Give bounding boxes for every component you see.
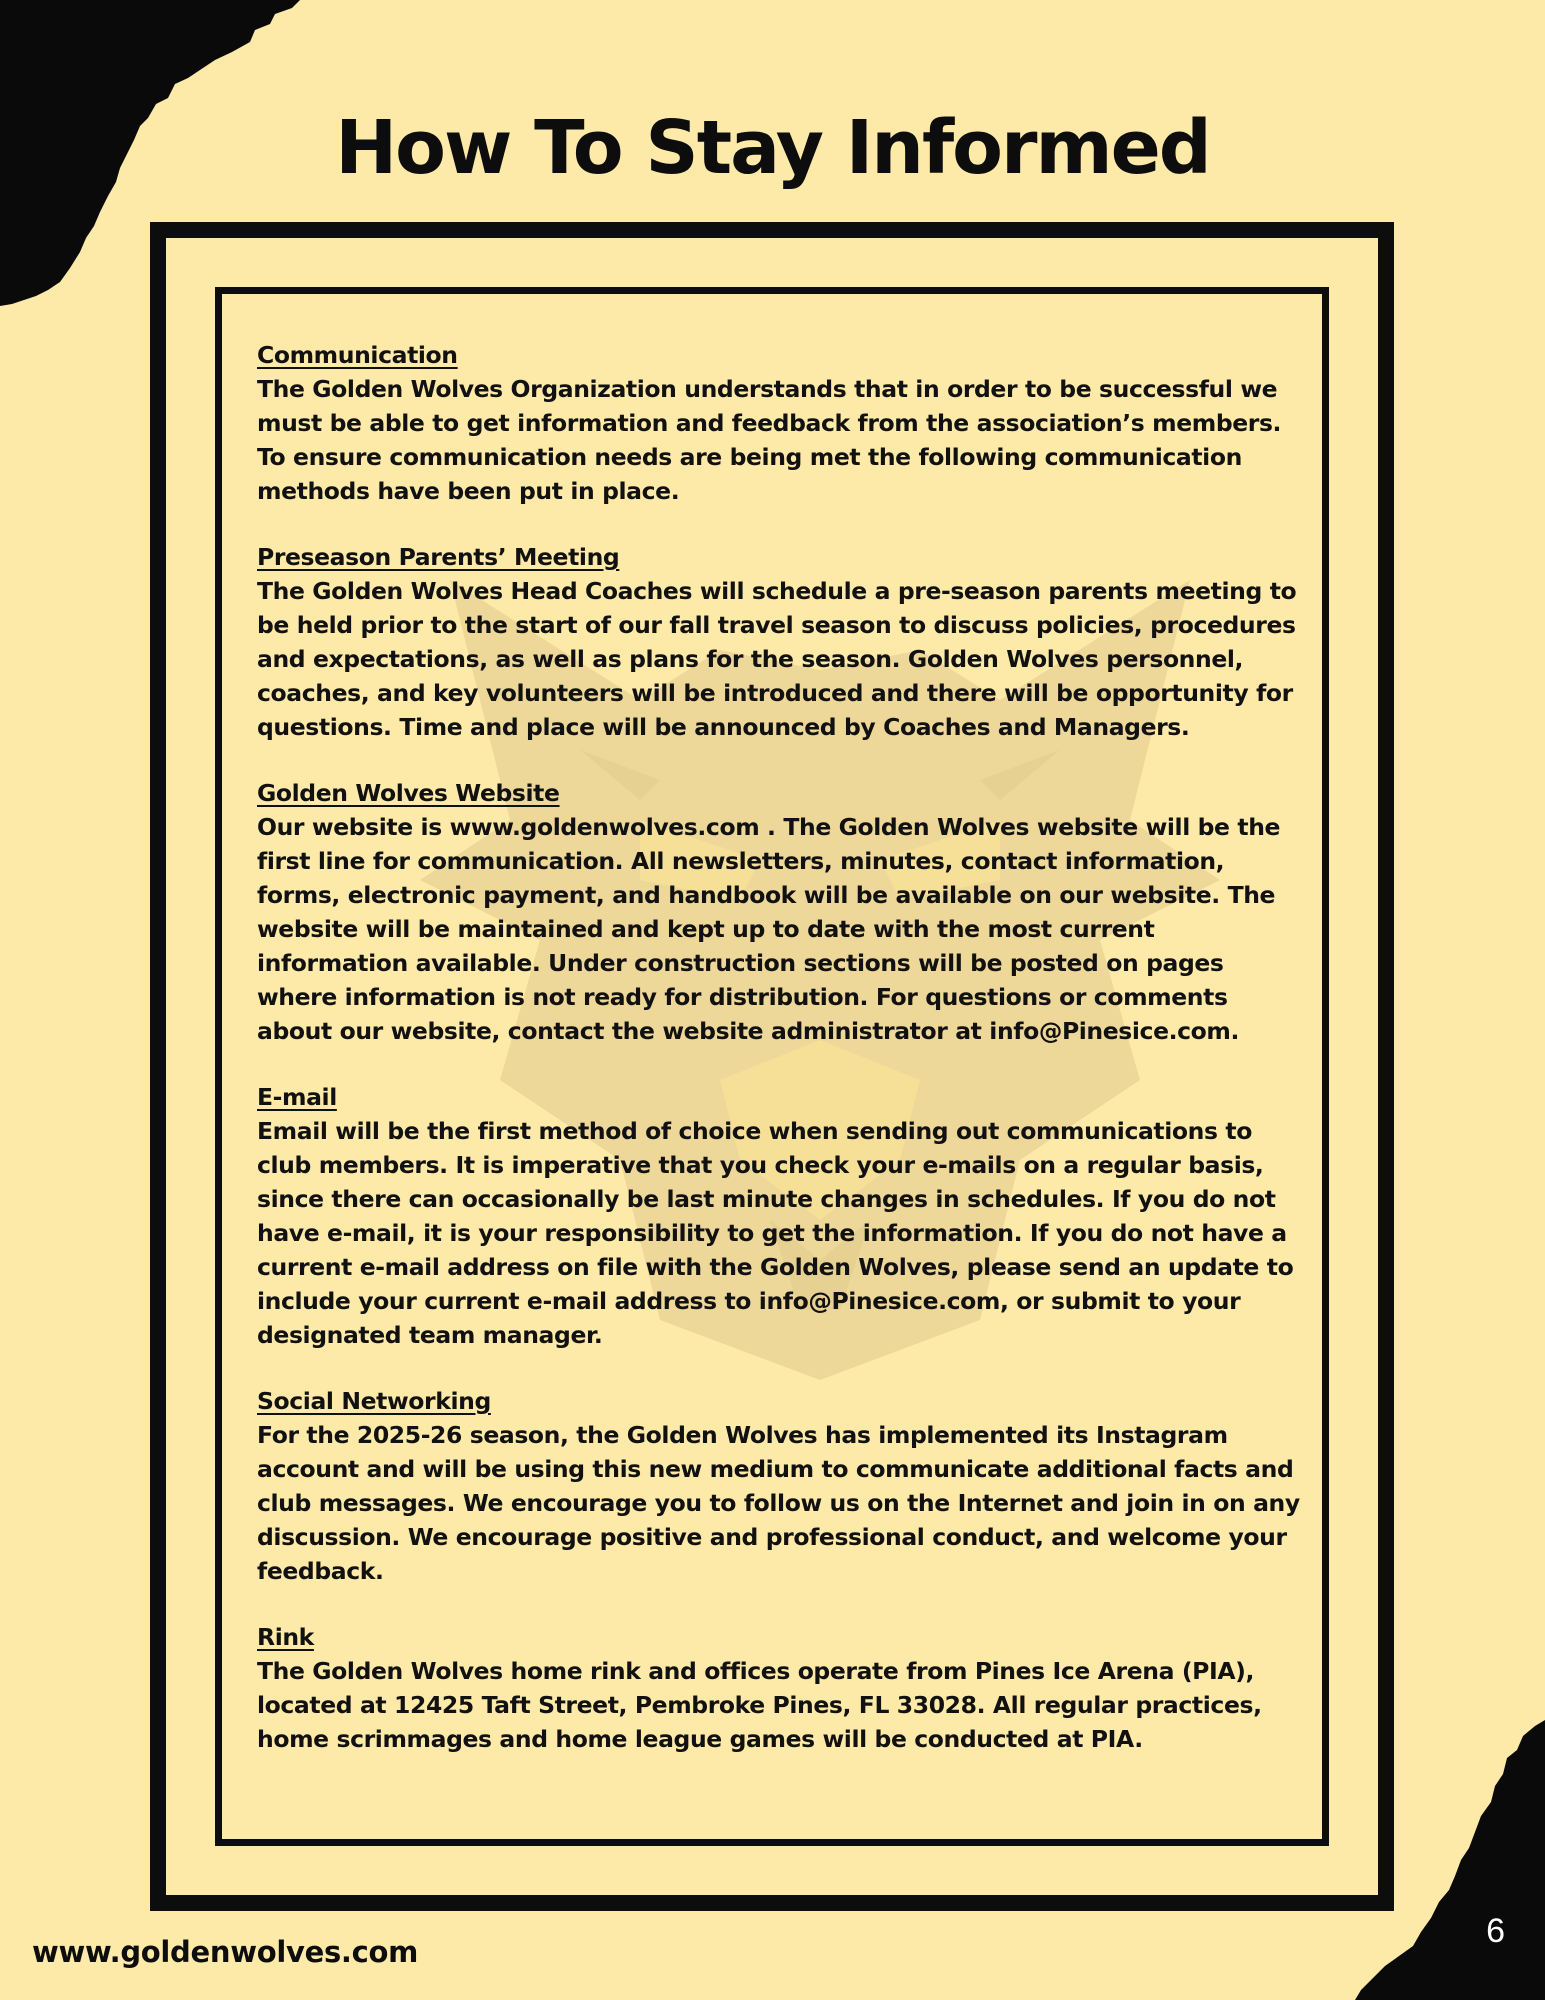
section-title: Communication [257, 341, 458, 369]
section-title: E-mail [257, 1083, 337, 1111]
footer-website-url[interactable]: www.goldenwolves.com [32, 1935, 419, 1969]
page-title: How To Stay Informed [335, 105, 1210, 191]
page-number: 6 [1486, 1912, 1505, 1950]
section-body: The Golden Wolves Organization understands that in order to be successful we must be able to get information and feedback from the association’s members. To ensure communication needs are being met the following communication methods have been put in place. [257, 375, 1282, 505]
section-preseason-meeting [257, 540, 1307, 744]
section-social-networking [257, 1384, 1307, 1588]
section-title: Preseason Parents’ Meeting [257, 543, 620, 571]
section-body: For the 2025-26 season, the Golden Wolves has implemented its Instagram account and will be using this new medium to communicate additional facts and club messages. We encourage you to follow us on the Internet and join in on any discussion. We encourage positive and professional conduct, and welcome your feedback. [257, 1421, 1300, 1585]
section-title: Golden Wolves Website [257, 779, 560, 807]
section-rink [257, 1620, 1307, 1756]
section-body: Email will be the first method of choice when sending out communications to club members. It is imperative that you check your e-mails on a regular basis, since there can occasionally be last minute changes in schedules. If you do not have e-mail, it is your responsibility to get the information. If you do not have a current e-mail address on file with the Golden Wolves, please send an update to include your current e-mail address to info@Pinesice.com, or submit to your designated team manager. [257, 1117, 1294, 1349]
section-email [257, 1080, 1307, 1352]
section-body: Our website is www.goldenwolves.com . The Golden Wolves website will be the first line for communication. All newsletters, minutes, contact information, forms, electronic payment, and handbook will be available on our website. The website will be maintained and kept up to date with the most current information available. Under construction sections will be posted on pages where information is not ready for distribution. For questions or comments about our website, contact the website administrator at info@Pinesice.com. [257, 813, 1281, 1045]
section-website [257, 776, 1307, 1048]
section-title: Social Networking [257, 1387, 491, 1415]
section-title: Rink [257, 1623, 314, 1651]
section-body: The Golden Wolves Head Coaches will schedule a pre-season parents meeting to be held prior to the start of our fall travel season to discuss policies, procedures and expectations, as well as plans for the season. Golden Wolves personnel, coaches, and key volunteers will be introduced and there will be opportunity for questions. Time and place will be announced by Coaches and Managers. [257, 577, 1297, 741]
content-area [257, 338, 1307, 1788]
section-communication [257, 338, 1307, 508]
section-body: The Golden Wolves home rink and offices operate from Pines Ice Arena (PIA), located at 12425 Taft Street, Pembroke Pines, FL 33028. All regular practices, home scrimmages and home league games will be conducted at PIA. [257, 1657, 1262, 1753]
